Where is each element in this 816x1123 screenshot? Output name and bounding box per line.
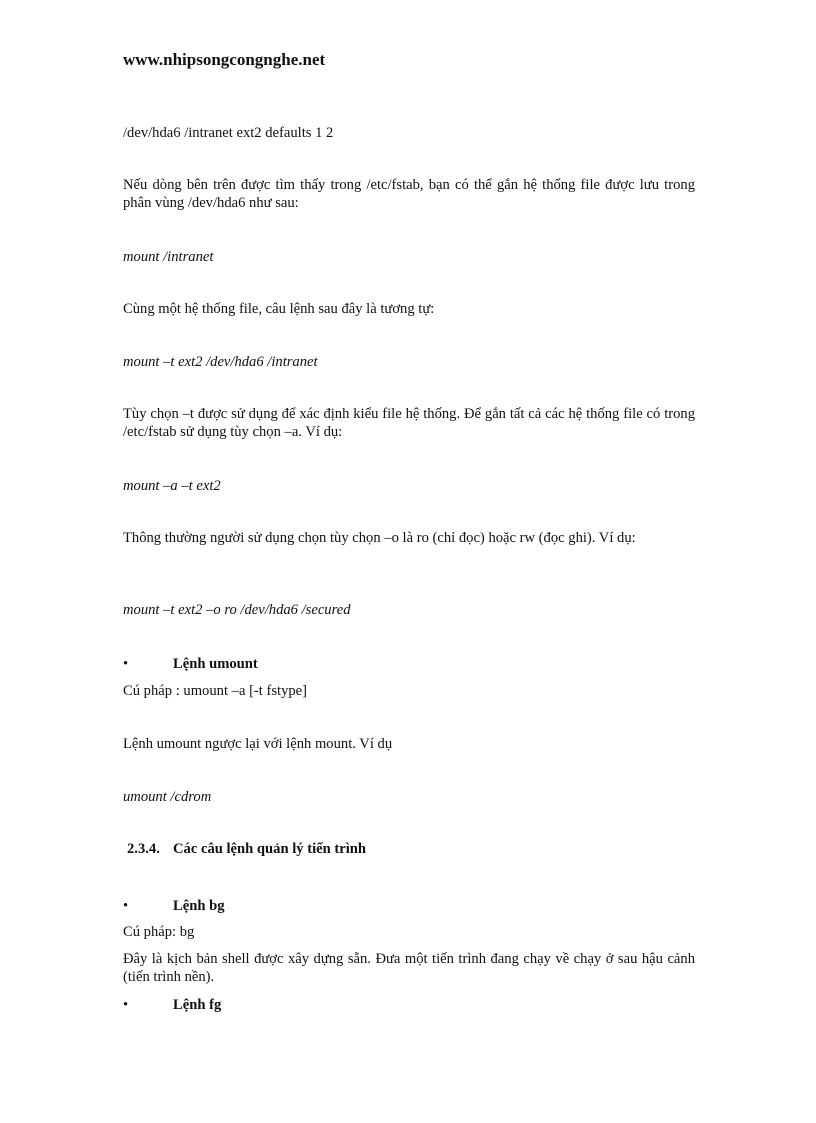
fstab-line: /dev/hda6 /intranet ext2 defaults 1 2 bbox=[123, 125, 334, 141]
command-umount-cdrom: umount /cdrom bbox=[123, 789, 212, 805]
bullet-icon: • bbox=[123, 898, 129, 914]
command-mount-all: mount –a –t ext2 bbox=[123, 478, 221, 494]
paragraph-bg: Đây là kịch bản shell được xây dựng sẵn. Đưa một tiến trình đang chạy về chạy ở sau hậu cảnh (tiến trình nền). bbox=[123, 951, 695, 985]
bullet-icon: • bbox=[123, 656, 129, 672]
command-mount-readonly: mount –t ext2 –o ro /dev/hda6 /secured bbox=[123, 602, 351, 618]
paragraph-umount: Lệnh umount ngược lại với lệnh mount. Ví dụ bbox=[123, 736, 393, 752]
bullet-bg-title: Lệnh bg bbox=[173, 898, 225, 914]
paragraph-mount-intro: Nếu dòng bên trên được tìm thấy trong /etc/fstab, bạn có thể gắn hệ thống file được lưu trong phân vùng /dev/hda6 như sau: bbox=[123, 177, 695, 211]
paragraph-equivalent: Cùng một hệ thống file, câu lệnh sau đây là tương tự: bbox=[123, 301, 435, 317]
command-mount-type: mount –t ext2 /dev/hda6 /intranet bbox=[123, 354, 318, 370]
section-number: 2.3.4. bbox=[127, 841, 160, 857]
command-mount-intranet: mount /intranet bbox=[123, 249, 214, 265]
section-heading bbox=[127, 840, 366, 858]
site-header: www.nhipsongcongnghe.net bbox=[123, 50, 326, 69]
bullet-fg-title: Lệnh fg bbox=[173, 997, 222, 1013]
bullet-icon: • bbox=[123, 997, 129, 1013]
syntax-umount: Cú pháp : umount –a [-t fstype] bbox=[123, 683, 308, 699]
syntax-bg: Cú pháp: bg bbox=[123, 924, 195, 940]
section-title: Các câu lệnh quản lý tiến trình bbox=[173, 841, 366, 857]
bullet-umount-title: Lệnh umount bbox=[173, 656, 258, 672]
paragraph-option-o: Thông thường người sử dụng chọn tùy chọn –o là ro (chỉ đọc) hoặc rw (đọc ghi). Ví dụ: bbox=[123, 530, 636, 546]
paragraph-option-t: Tùy chọn –t được sử dụng để xác định kiểu file hệ thống. Để gắn tất cả các hệ thống file có trong /etc/fstab sử dụng tùy chọn –a. Ví dụ: bbox=[123, 406, 695, 440]
